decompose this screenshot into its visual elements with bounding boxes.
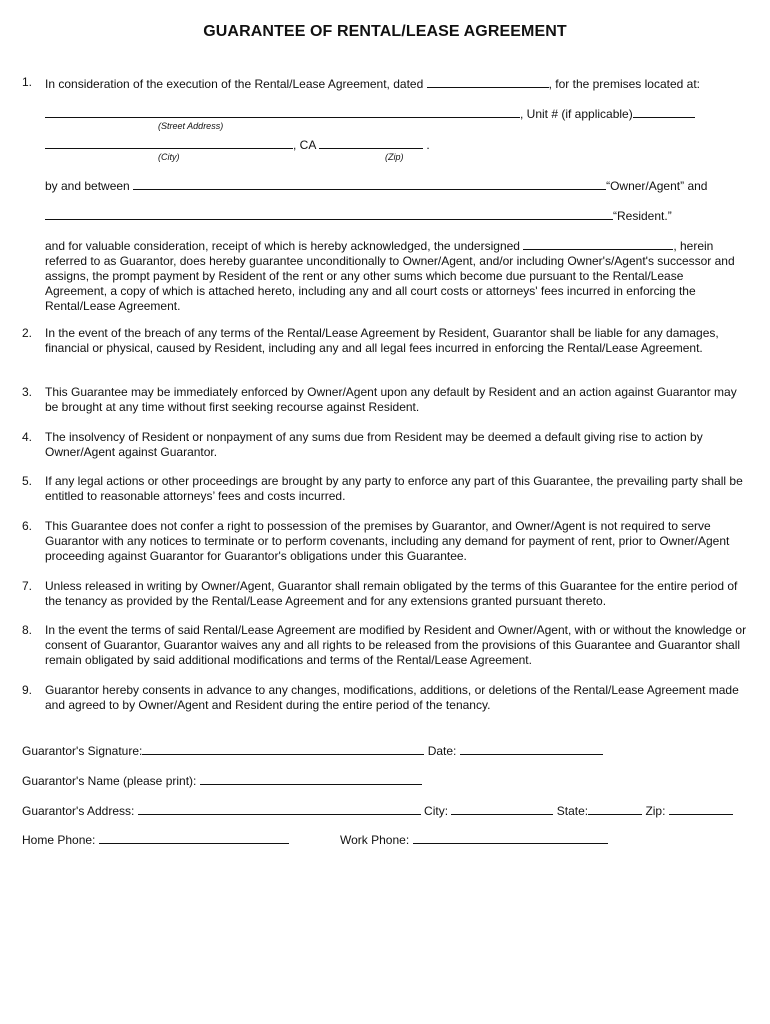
zip-field[interactable] (319, 136, 423, 149)
clause-text-5: If any legal actions or other proceedings are brought by any party to enforce any part of this Guarantee, the prevailing party shall be entitled to reasonable attorneys’ fees and costs incurred. (45, 474, 743, 503)
clause-number-5: 5. (22, 474, 33, 488)
address-row (22, 802, 733, 819)
consideration-paragraph (45, 237, 747, 314)
agreement-date-suffix: , for the premises located at: (548, 77, 701, 91)
clause-text-4: The insolvency of Resident or nonpayment of any sums due from Resident may be deemed a default giving rise to action by Owner/Agent against Guarantor. (45, 430, 703, 459)
clause-text-8: In the event the terms of said Rental/Lease Agreement are modified by Resident and Owner/Agent, with or without the knowledge or consent of Guarantor, Guarantor waives any and all rights to be released from the provisions of this Guarantee and Guarantor shall remain obligated by said additional modifications and terms of the Rental/Lease Agreement. (45, 623, 747, 667)
zip-label: Zip: (645, 804, 666, 818)
unit-label: , Unit # (if applicable) (520, 107, 633, 121)
clause-number-4: 4. (22, 430, 33, 444)
agreement-date-row (45, 75, 700, 92)
clause-number-7: 7. (22, 579, 33, 593)
street-address-caption: (Street Address) (158, 121, 224, 131)
guarantor-name-label: Guarantor's Name (please print): (22, 774, 197, 788)
resident-row (45, 207, 672, 224)
resident-label: “Resident.” (613, 209, 672, 223)
street-address-field[interactable] (45, 105, 520, 118)
consideration-prefix: and for valuable consideration, receipt of which is hereby acknowledged, the undersigned (45, 239, 520, 253)
clause-text-7: Unless released in writing by Owner/Agent, Guarantor shall remain obligated by the terms of this Guarantee for the entire period of the tenancy as provided by the Rental/Lease Agreement and for any extensions granted pursuant thereto. (45, 579, 738, 608)
work-phone-row (340, 831, 608, 848)
zip-caption: (Zip) (385, 152, 404, 162)
clause-text-9: Guarantor hereby consents in advance to any changes, modifications, additions, or deletions of the Rental/Lease Agreement made and agreed to by Owner/Agent and Resident during the entire period of the tenancy. (45, 683, 739, 712)
clause-number-8: 8. (22, 623, 33, 637)
city-field[interactable] (45, 136, 293, 149)
clause-text-3: This Guarantee may be immediately enforced by Owner/Agent upon any default by Resident and an action against Guarantor may be brought at any time without first seeking recourse against Resident. (45, 385, 737, 414)
consideration-suffix: , herein (673, 239, 714, 253)
city-zip-row (45, 136, 430, 153)
address-end-period: . (426, 138, 430, 152)
guarantor-address-field[interactable] (138, 802, 421, 815)
clause-number-3: 3. (22, 385, 33, 399)
state-label: State: (556, 804, 589, 818)
city-label: City: (424, 804, 449, 818)
city-caption: (City) (158, 152, 180, 162)
home-phone-label: Home Phone: (22, 833, 96, 847)
signature-date-field[interactable] (460, 742, 603, 755)
state-ca-label: , CA (293, 138, 316, 152)
home-phone-field[interactable] (99, 831, 289, 844)
guarantor-zip-field[interactable] (669, 802, 733, 815)
clause-number-9: 9. (22, 683, 33, 697)
signature-field[interactable] (142, 742, 424, 755)
guarantor-state-field[interactable] (588, 802, 642, 815)
document-title: GUARANTEE OF RENTAL/LEASE AGREEMENT (203, 23, 567, 40)
by-and-between-label: by and between (45, 179, 130, 193)
clause-number-6: 6. (22, 519, 33, 533)
clause-text-2: In the event of the breach of any terms of the Rental/Lease Agreement by Resident, Guarantor shall be liable for any damages, financial or physical, caused by Resident, including any and all legal fees incurred in enforcing the Rental/Lease Agreement. (45, 326, 719, 355)
guarantor-name-field[interactable] (200, 772, 422, 785)
unit-field[interactable] (633, 105, 695, 118)
clause-text-6: This Guarantee does not confer a right to possession of the premises by Guarantor, and Owner/Agent is not required to serve Guarantor with any notices to terminate or to perform covenants, including any demand for payment of rent, prior to Owner/Agent proceeding against Guarantor for Guarantor's obligations under this Guarantee. (45, 519, 730, 563)
agreement-date-field[interactable] (427, 75, 549, 88)
date-label: Date: (427, 744, 457, 758)
resident-field[interactable] (45, 207, 613, 220)
signature-row (22, 742, 603, 759)
owner-agent-label: “Owner/Agent” and (606, 179, 708, 193)
guarantor-name-inline-field[interactable] (523, 237, 673, 250)
guarantor-city-field[interactable] (451, 802, 553, 815)
clause-number-1: 1. (22, 75, 33, 89)
name-row (22, 772, 422, 789)
agreement-date-prefix: In consideration of the execution of the Rental/Lease Agreement, dated (45, 77, 424, 91)
consideration-rest: referred to as Guarantor, does hereby guarantee unconditionally to Owner/Agent, and/or including Owner's/Agent's successor and assigns, the prompt payment by Resident of the rent or any other sums which become due pursuant to the Rental/Lease Agreement, a copy of which is attached hereto, including any and all court costs or attorneys' fees incurred in enforcing the Rental/Lease Agreement. (45, 254, 735, 313)
work-phone-field[interactable] (413, 831, 608, 844)
clause-number-2: 2. (22, 326, 33, 340)
street-address-row (45, 105, 695, 122)
guarantor-address-label: Guarantor's Address: (22, 804, 135, 818)
owner-agent-field[interactable] (133, 177, 606, 190)
owner-row (45, 177, 707, 194)
signature-label: Guarantor's Signature: (22, 744, 143, 758)
work-phone-label: Work Phone: (340, 833, 410, 847)
home-phone-row (22, 831, 289, 848)
